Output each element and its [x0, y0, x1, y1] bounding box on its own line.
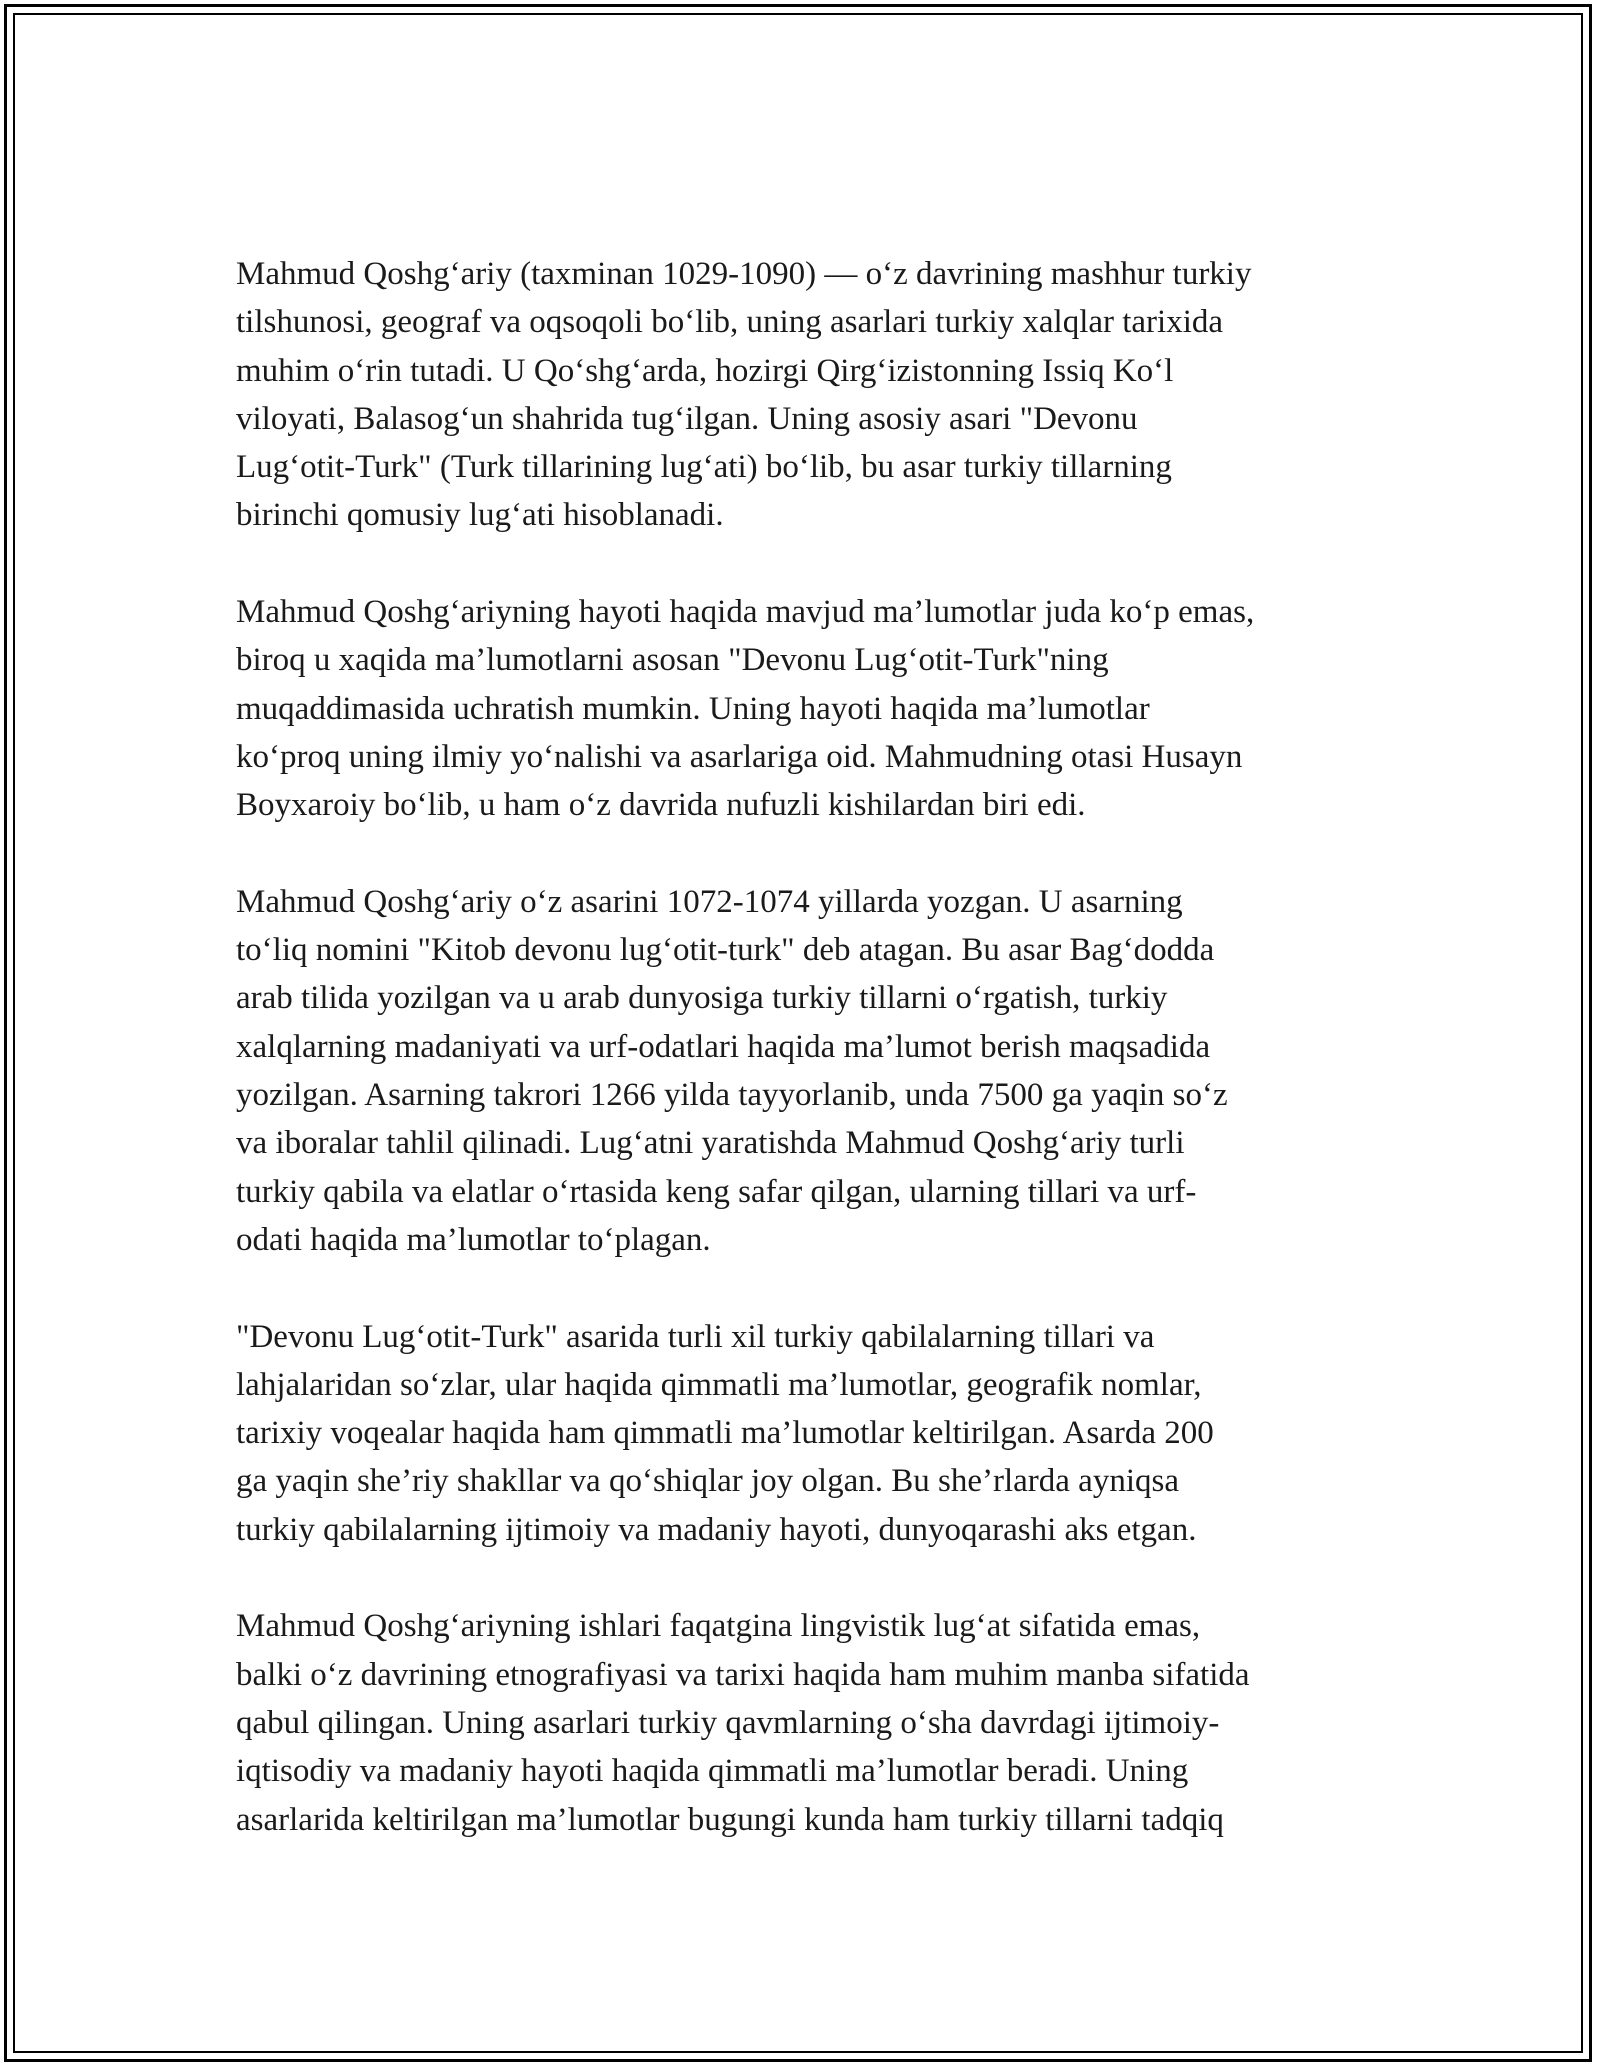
text-line: biroq u xaqida ma’lumotlarni asosan "Devonu Lug‘otit-Turk"ning [236, 642, 1109, 679]
text-line: ga yaqin she’riy shakllar va qo‘shiqlar joy olgan. Bu she’rlarda ayniqsa [236, 1463, 1179, 1500]
text-line: qabul qilingan. Uning asarlari turkiy qavmlarning o‘sha davrdagi ijtimoiy- [236, 1704, 1220, 1741]
text-line: xalqlarning madaniyati va urf-odatlari haqida ma’lumot berish maqsadida [236, 1028, 1211, 1065]
text-line: turkiy qabila va elatlar o‘rtasida keng safar qilgan, ularning tillari va urf- [236, 1173, 1197, 1210]
paragraph-3 [236, 878, 1376, 1264]
text-line: yozilgan. Asarning takrori 1266 yilda tayyorlanib, unda 7500 ga yaqin so‘z [236, 1077, 1228, 1114]
text-line: asarlarida keltirilgan ma’lumotlar bugungi kunda ham turkiy tillarni tadqiq [236, 1801, 1224, 1838]
text-line: muhim o‘rin tutadi. U Qo‘shg‘arda, hozirgi Qirg‘izistonning Issiq Ko‘l [236, 352, 1174, 389]
text-line: Mahmud Qoshg‘ariyning ishlari faqatgina lingvistik lug‘at sifatida emas, [236, 1608, 1201, 1645]
text-line: arab tilida yozilgan va u arab dunyosiga turkiy tillarni o‘rgatish, turkiy [236, 980, 1168, 1017]
text-line: Boyxaroiy bo‘lib, u ham o‘z davrida nufuzli kishilardan biri edi. [236, 787, 1086, 824]
text-line: iqtisodiy va madaniy hayoti haqida qimmatli ma’lumotlar beradi. Uning [236, 1753, 1189, 1790]
text-line: lahjalaridan so‘zlar, ular haqida qimmatli ma’lumotlar, geografik nomlar, [236, 1366, 1202, 1403]
text-line: "Devonu Lug‘otit-Turk" asarida turli xil turkiy qabilalarning tillari va [236, 1318, 1155, 1355]
text-line: Mahmud Qoshg‘ariy o‘z asarini 1072-1074 yillarda yozgan. U asarning [236, 883, 1183, 920]
text-line: viloyati, Balasog‘un shahrida tug‘ilgan. Uning asosiy asari "Devonu [236, 400, 1138, 437]
text-line: muqaddimasida uchratish mumkin. Uning hayoti haqida ma’lumotlar [236, 690, 1150, 727]
text-line: balki o‘z davrining etnografiyasi va tarixi haqida ham muhim manba sifatida [236, 1656, 1250, 1693]
text-line: birinchi qomusiy lug‘ati hisoblanadi. [236, 497, 724, 534]
text-line: ko‘proq uning ilmiy yo‘nalishi va asarlariga oid. Mahmudning otasi Husayn [236, 738, 1243, 775]
text-line: Mahmud Qoshg‘ariy (taxminan 1029-1090) — o‘z davrining mashhur turkiy [236, 256, 1252, 292]
text-line: Lug‘otit-Turk" (Turk tillarining lug‘ati) bo‘lib, bu asar turkiy tillarning [236, 449, 1172, 486]
text-line: tilshunosi, geograf va oqsoqoli bo‘lib, uning asarlari turkiy xalqlar tarixida [236, 304, 1224, 341]
text-line: turkiy qabilalarning ijtimoiy va madaniy hayoti, dunyoqarashi aks etgan. [236, 1511, 1197, 1548]
paragraph-2 [236, 588, 1376, 829]
document-body [236, 250, 1376, 1892]
text-line: to‘liq nomini "Kitob devonu lug‘otit-turk" deb atagan. Bu asar Bag‘dodda [236, 932, 1215, 969]
paragraph-5 [236, 1602, 1376, 1843]
text-line: tarixiy voqealar haqida ham qimmatli ma’lumotlar keltirilgan. Asarda 200 [236, 1415, 1214, 1452]
paragraph-1 [236, 250, 1376, 540]
text-line: va iboralar tahlil qilinadi. Lug‘atni yaratishda Mahmud Qoshg‘ariy turli [236, 1125, 1185, 1162]
text-line: odati haqida ma’lumotlar to‘plagan. [236, 1221, 711, 1258]
paragraph-4 [236, 1313, 1376, 1554]
text-line: Mahmud Qoshg‘ariyning hayoti haqida mavjud ma’lumotlar juda ko‘p emas, [236, 594, 1255, 631]
